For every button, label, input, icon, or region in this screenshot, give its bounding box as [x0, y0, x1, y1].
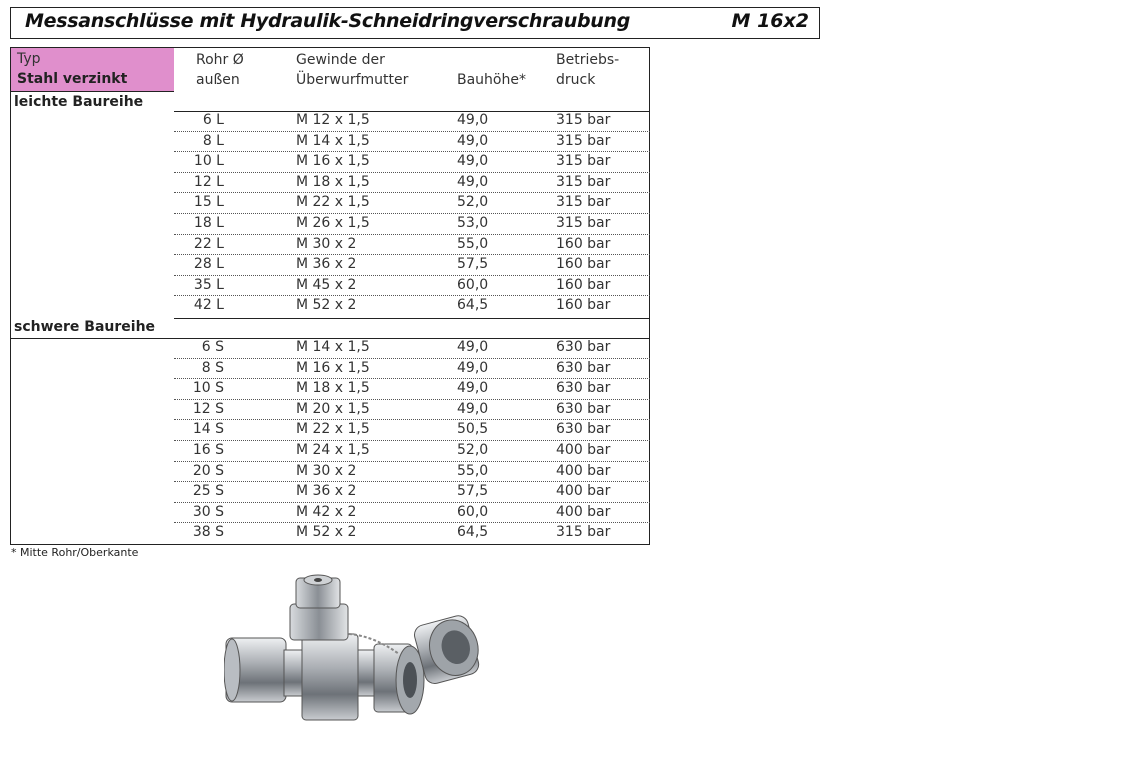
table-row	[174, 193, 650, 214]
pressure-cell: 160 bar	[556, 297, 611, 314]
table-row	[174, 420, 650, 441]
pipe-size-cell: 12 L	[193, 173, 224, 190]
thread-cell: M 42 x 2	[296, 503, 357, 520]
thread-cell: M 52 x 2	[296, 297, 357, 314]
pressure-cell: 400 bar	[556, 503, 611, 520]
pipe-size-cell: 6 L	[202, 112, 224, 128]
pipe-size-cell: 10 L	[193, 153, 224, 170]
type-label: Typ	[17, 51, 41, 67]
col-header-rohr-1: Rohr Ø	[196, 52, 244, 68]
pipe-size-cell: 30 S	[192, 503, 224, 520]
pipe-size-cell: 20 S	[192, 462, 224, 479]
pipe-size-cell: 22 L	[193, 235, 224, 252]
product-photo	[224, 574, 494, 754]
height-cell: 49,0	[457, 359, 489, 376]
thread-cell: M 14 x 1,5	[296, 132, 370, 149]
table-row	[174, 235, 650, 256]
table-row	[174, 462, 650, 483]
pipe-size-cell: 16 S	[192, 442, 224, 458]
thread-cell: M 22 x 1,5	[296, 421, 370, 438]
pressure-cell: 315 bar	[556, 215, 611, 231]
thread-size-label: M 16x2	[731, 10, 809, 32]
height-cell: 53,0	[457, 215, 489, 231]
table-row	[174, 523, 650, 544]
thread-cell: M 20 x 1,5	[296, 400, 370, 417]
height-cell: 55,0	[457, 235, 489, 252]
pipe-size-cell: 8 S	[201, 359, 224, 376]
thread-cell: M 18 x 1,5	[296, 173, 370, 190]
group-label-heavy: schwere Baureihe	[14, 319, 156, 335]
pressure-cell: 630 bar	[556, 400, 611, 417]
table-row	[174, 111, 650, 132]
height-cell: 64,5	[457, 524, 489, 541]
pipe-size-cell: 15 L	[193, 194, 224, 211]
col-header-gewinde-2: Überwurfmutter	[296, 72, 409, 88]
type-value: Stahl verzinkt	[17, 71, 128, 87]
thread-cell: M 22 x 1,5	[296, 194, 370, 211]
pressure-cell: 315 bar	[556, 524, 611, 541]
table-row	[174, 152, 650, 173]
col-header-druck-2: druck	[556, 72, 596, 88]
pipe-size-cell: 28 L	[193, 256, 224, 273]
pipe-size-cell: 42 L	[193, 297, 224, 314]
header-divider	[11, 91, 174, 92]
thread-cell: M 24 x 1,5	[296, 442, 370, 458]
page-title: Messanschlüsse mit Hydraulik-Schneidringverschraubung	[25, 10, 630, 32]
footnote: * Mitte Rohr/Oberkante	[11, 546, 139, 559]
table-row	[174, 379, 650, 400]
thread-cell: M 36 x 2	[296, 483, 357, 500]
pressure-cell: 160 bar	[556, 235, 611, 252]
pressure-cell: 630 bar	[556, 359, 611, 376]
pressure-cell: 315 bar	[556, 112, 611, 128]
pressure-cell: 315 bar	[556, 153, 611, 170]
pipe-size-cell: 25 S	[192, 483, 224, 500]
thread-cell: M 16 x 1,5	[296, 153, 370, 170]
height-cell: 60,0	[457, 503, 489, 520]
table-row	[174, 441, 650, 462]
pressure-cell: 400 bar	[556, 442, 611, 458]
height-cell: 64,5	[457, 297, 489, 314]
table-row	[174, 214, 650, 235]
pipe-size-cell: 6 S	[201, 339, 224, 355]
table-row	[174, 296, 650, 317]
col-header-rohr-2: außen	[196, 72, 240, 88]
pressure-cell: 315 bar	[556, 173, 611, 190]
pressure-cell: 315 bar	[556, 132, 611, 149]
header-box	[10, 7, 820, 39]
pressure-cell: 630 bar	[556, 421, 611, 438]
thread-cell: M 30 x 2	[296, 462, 357, 479]
height-cell: 52,0	[457, 194, 489, 211]
table-row	[174, 482, 650, 503]
height-cell: 52,0	[457, 442, 489, 458]
pressure-cell: 160 bar	[556, 276, 611, 293]
col-header-druck-1: Betriebs-	[556, 52, 620, 68]
table-row	[174, 400, 650, 421]
thread-cell: M 14 x 1,5	[296, 339, 370, 355]
pressure-cell: 630 bar	[556, 339, 611, 355]
height-cell: 60,0	[457, 276, 489, 293]
pipe-size-cell: 35 L	[193, 276, 224, 293]
pipe-size-cell: 18 L	[193, 215, 224, 231]
group-divider-line	[174, 318, 650, 319]
table-row	[174, 276, 650, 297]
height-cell: 49,0	[457, 380, 489, 397]
group-label-light: leichte Baureihe	[14, 94, 144, 110]
pipe-size-cell: 38 S	[192, 524, 224, 541]
height-cell: 57,5	[457, 256, 489, 273]
thread-cell: M 45 x 2	[296, 276, 357, 293]
type-header-cell	[11, 48, 174, 91]
pressure-cell: 400 bar	[556, 462, 611, 479]
group-heavy-label-line	[11, 338, 174, 339]
col-header-gewinde-1: Gewinde der	[296, 52, 385, 68]
pipe-size-cell: 10 S	[192, 380, 224, 397]
pressure-cell: 630 bar	[556, 380, 611, 397]
spec-table	[10, 47, 650, 545]
height-cell: 49,0	[457, 400, 489, 417]
col-header-bauhoehe: Bauhöhe*	[457, 72, 526, 88]
table-row	[174, 255, 650, 276]
thread-cell: M 26 x 1,5	[296, 215, 370, 231]
height-cell: 49,0	[457, 132, 489, 149]
thread-cell: M 16 x 1,5	[296, 359, 370, 376]
table-row	[174, 338, 650, 359]
table-row	[174, 503, 650, 524]
thread-cell: M 12 x 1,5	[296, 112, 370, 128]
pressure-cell: 160 bar	[556, 256, 611, 273]
height-cell: 49,0	[457, 339, 489, 355]
pressure-cell: 400 bar	[556, 483, 611, 500]
height-cell: 50,5	[457, 421, 489, 438]
pressure-cell: 315 bar	[556, 194, 611, 211]
pipe-size-cell: 14 S	[192, 421, 224, 438]
table-row	[174, 173, 650, 194]
height-cell: 49,0	[457, 173, 489, 190]
height-cell: 49,0	[457, 153, 489, 170]
thread-cell: M 36 x 2	[296, 256, 357, 273]
pipe-size-cell: 8 L	[202, 132, 224, 149]
thread-cell: M 30 x 2	[296, 235, 357, 252]
thread-cell: M 52 x 2	[296, 524, 357, 541]
height-cell: 49,0	[457, 112, 489, 128]
thread-cell: M 18 x 1,5	[296, 380, 370, 397]
pipe-size-cell: 12 S	[192, 400, 224, 417]
table-row	[174, 132, 650, 153]
height-cell: 55,0	[457, 462, 489, 479]
height-cell: 57,5	[457, 483, 489, 500]
table-row	[174, 359, 650, 380]
